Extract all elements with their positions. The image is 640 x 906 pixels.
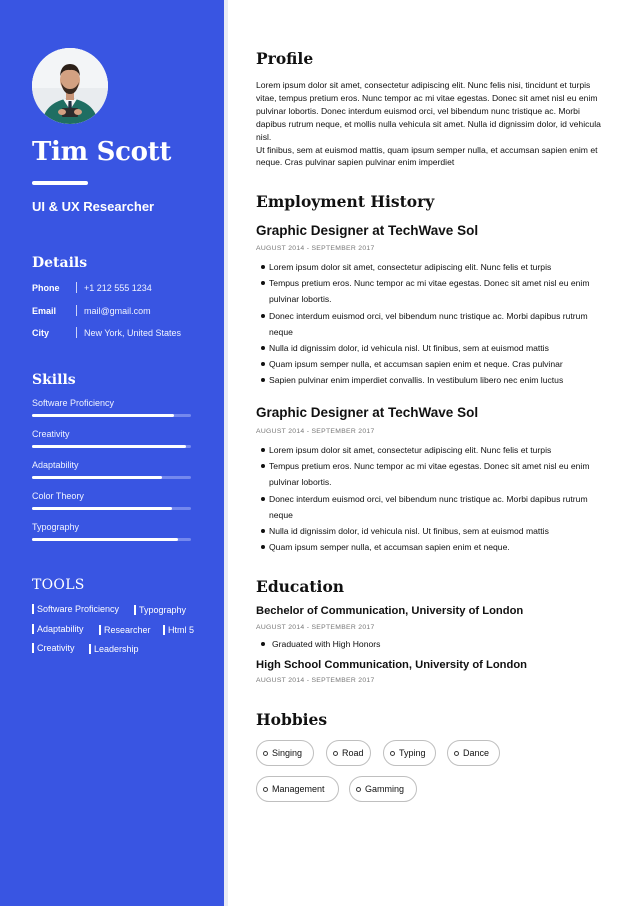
skill-bar-fill <box>32 414 174 417</box>
list-item: Nulla id dignissim dolor, id vehicula nisl. Ut finibus, sem at euismod mattis <box>261 340 613 356</box>
person-name: Tim Scott <box>32 137 172 167</box>
hobby-pill <box>256 776 339 802</box>
circle-bullet-icon <box>333 751 338 756</box>
skill-item <box>32 460 192 479</box>
list-item: Nulla id dignissim dolor, id vehicula nisl. Ut finibus, sem at euismod mattis <box>261 523 613 539</box>
profile-photo-icon <box>32 48 108 124</box>
job-bullets <box>261 259 613 389</box>
sidebar-edge <box>224 0 228 906</box>
tools-heading: TOOLS <box>32 577 85 593</box>
phone-value: +1 212 555 1234 <box>84 282 152 293</box>
detail-row-phone <box>32 282 152 293</box>
education-dates: AUGUST 2014 - SEPTEMBER 2017 <box>256 677 375 684</box>
detail-row-city <box>32 327 181 338</box>
hobby-pill <box>256 740 314 766</box>
detail-label: Email <box>32 305 57 316</box>
hobby-label: Road <box>342 748 364 758</box>
circle-bullet-icon <box>263 751 268 756</box>
tool-tag: Adaptability <box>32 624 84 634</box>
hobbies-heading: Hobbies <box>256 710 328 729</box>
hobby-label: Management <box>272 784 325 794</box>
skills-heading: Skills <box>32 372 76 388</box>
details-heading: Details <box>32 255 88 271</box>
education-title: Bechelor of Communication, University of London <box>256 605 524 617</box>
circle-bullet-icon <box>454 751 459 756</box>
skill-bar-fill <box>32 445 186 448</box>
detail-row-email <box>32 305 151 316</box>
skill-bar-track <box>32 538 191 541</box>
hobby-pill <box>447 740 500 766</box>
education-title: High School Communication, University of London <box>256 659 527 671</box>
skill-bar-fill <box>32 476 162 479</box>
profile-paragraph: Ut finibus, sem at euismod mattis, quam ipsum semper nulla, et accumsan sapien enim et neque. Cras pulvinar sapien pulvinar enim imperdiet <box>256 144 598 168</box>
skill-bar-track <box>32 445 191 448</box>
skill-label: Creativity <box>32 429 70 439</box>
education-heading: Education <box>256 577 345 596</box>
person-title: UI & UX Researcher <box>32 199 155 214</box>
tool-tag: Typography <box>134 605 186 615</box>
list-item: Donec interdum euismod orci, vel bibendum nunc tristique ac. Morbi dapibus rutrum neque <box>261 491 613 523</box>
hobby-label: Singing <box>272 748 303 758</box>
avatar <box>32 48 108 124</box>
profile-summary <box>256 79 612 169</box>
list-item: Quam ipsum semper nulla, et accumsan sapien enim et neque. Cras pulvinar <box>261 356 613 372</box>
list-item: Sapien pulvinar enim imperdiet convallis. In vestibulum libero nec enim luctus <box>261 372 613 388</box>
job-title: Graphic Designer at TechWave Sol <box>256 223 479 238</box>
list-item: Graduated with High Honors <box>261 636 613 652</box>
hobby-pill <box>349 776 417 802</box>
tool-tag: Software Proficiency <box>32 604 119 614</box>
hobby-label: Gamming <box>365 784 405 794</box>
skill-label: Software Proficiency <box>32 398 115 408</box>
hobby-pill <box>326 740 371 766</box>
tool-tag: Leadership <box>89 644 139 654</box>
education-dates: AUGUST 2014 - SEPTEMBER 2017 <box>256 624 375 631</box>
circle-bullet-icon <box>263 787 268 792</box>
profile-heading: Profile <box>256 49 314 68</box>
tool-tag: Researcher <box>99 625 151 635</box>
skill-label: Adaptability <box>32 460 79 470</box>
detail-separator <box>76 327 77 338</box>
employment-heading: Employment History <box>256 192 435 211</box>
detail-label: City <box>32 327 50 338</box>
skill-item <box>32 522 192 541</box>
job-dates: AUGUST 2014 - SEPTEMBER 2017 <box>256 245 375 252</box>
list-item: Tempus pretium eros. Nunc tempor ac mi vitae egestas. Donec sit amet nisl eu enim pulvinar lobortis. <box>261 458 613 490</box>
city-value: New York, United States <box>84 327 182 338</box>
circle-bullet-icon <box>390 751 395 756</box>
email-value: mail@gmail.com <box>84 305 151 316</box>
hobby-label: Typing <box>399 748 426 758</box>
skill-bar-track <box>32 476 191 479</box>
tool-tag: Html 5 <box>163 625 194 635</box>
job-bullets <box>261 442 613 555</box>
hobby-label: Dance <box>463 748 490 758</box>
education-notes <box>261 636 613 652</box>
name-divider <box>32 181 88 185</box>
skill-label: Typography <box>32 522 80 532</box>
list-item: Quam ipsum semper nulla, et accumsan sapien enim et neque. <box>261 539 613 555</box>
skill-item <box>32 398 192 417</box>
circle-bullet-icon <box>356 787 361 792</box>
list-item: Tempus pretium eros. Nunc tempor ac mi vitae egestas. Donec sit amet nisl eu enim pulvinar lobortis. <box>261 275 613 307</box>
skill-bar-fill <box>32 507 172 510</box>
skill-label: Color Theory <box>32 491 84 501</box>
tool-tag: Creativity <box>32 643 75 653</box>
skill-bar-track <box>32 414 191 417</box>
list-item: Donec interdum euismod orci, vel bibendum nunc tristique ac. Morbi dapibus rutrum neque <box>261 308 613 340</box>
job-title: Graphic Designer at TechWave Sol <box>256 405 479 420</box>
list-item: Lorem ipsum dolor sit amet, consectetur adipiscing elit. Nunc felis et turpis <box>261 442 613 458</box>
detail-label: Phone <box>32 282 60 293</box>
profile-paragraph: Lorem ipsum dolor sit amet, consectetur adipiscing elit. Nunc felis nisi, tincidunt et turpis vitae, tempus pretium eros. Nunc tempor ac mi vitae egestas. Donec sit amet nisl eu enim pulvinar lobortis. Donec interdum euismod orci, vel bibendum nunc tristique ac. Morbi dapibus rutrum neque, et mollis nulla vehicula sit amet. Nulla id dignissim dolor, id vehicula nisl. <box>256 80 601 142</box>
detail-separator <box>76 282 77 293</box>
list-item: Lorem ipsum dolor sit amet, consectetur adipiscing elit. Nunc felis et turpis <box>261 259 613 275</box>
skill-item <box>32 491 192 510</box>
skill-bar-track <box>32 507 191 510</box>
skill-item <box>32 429 192 448</box>
skill-bar-fill <box>32 538 178 541</box>
detail-separator <box>76 305 77 316</box>
hobby-pill <box>383 740 436 766</box>
sidebar <box>0 0 224 906</box>
job-dates: AUGUST 2014 - SEPTEMBER 2017 <box>256 428 375 435</box>
